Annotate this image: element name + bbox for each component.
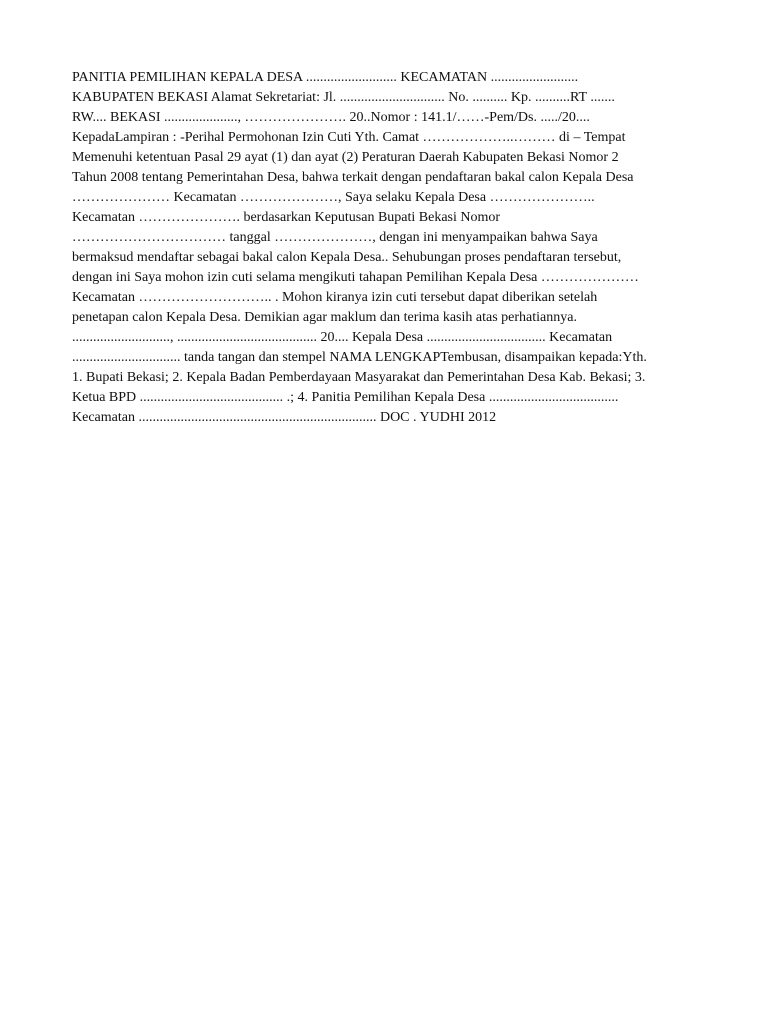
text-line: 1. Bupati Bekasi; 2. Kepala Badan Pemberdayaan Masyarakat dan Pemerintahan Desa Kab. Bekasi; 3. [72,370,646,385]
text-line: Ketua BPD ......................................... .; 4. Panitia Pemilihan Kepala Desa ..................................... [72,390,619,405]
text-line: RW.... BEKASI ....................., …………………. 20..Nomor : 141.1/……-Pem/Ds. ...../20.... [72,110,590,125]
text-line: penetapan calon Kepala Desa. Demikian agar maklum dan terima kasih atas perhatiannya. [72,310,577,325]
text-line: KABUPATEN BEKASI Alamat Sekretariat: Jl. .............................. No. .......... Kp. ..........RT ....... [72,90,615,105]
letter-text [72,68,712,428]
text-line: …………………………… tanggal …………………, dengan ini menyampaikan bahwa Saya [72,230,598,245]
text-line: KepadaLampiran : -Perihal Permohonan Izin Cuti Yth. Camat ………………..……… di – Tempat [72,130,626,145]
text-line: ………………… Kecamatan …………………, Saya selaku Kepala Desa ………………….. [72,190,595,205]
text-line: dengan ini Saya mohon izin cuti selama mengikuti tahapan Pemilihan Kepala Desa ………………… [72,270,639,285]
text-line: Kecamatan .................................................................... DOC . YUDHI 2012 [72,410,497,425]
text-line: PANITIA PEMILIHAN KEPALA DESA .......................... KECAMATAN ......................... [72,70,579,85]
text-line: Memenuhi ketentuan Pasal 29 ayat (1) dan ayat (2) Peraturan Daerah Kabupaten Bekasi Nomor 2 [72,150,619,165]
text-line: Kecamatan …………………. berdasarkan Keputusan Bupati Bekasi Nomor [72,210,501,225]
text-line: bermaksud mendaftar sebagai bakal calon Kepala Desa.. Sehubungan proses pendaftaran tersebut, [72,250,622,265]
text-line: ............................... tanda tangan dan stempel NAMA LENGKAPTembusan, disampaikan kepada:Yth. [72,350,647,365]
text-line: ............................, ........................................ 20.... Kepala Desa .................................. Kecamatan [72,330,613,345]
text-line: Kecamatan ……………………….. . Mohon kiranya izin cuti tersebut dapat diberikan setelah [72,290,598,305]
text-line: Tahun 2008 tentang Pemerintahan Desa, bahwa terkait dengan pendaftaran bakal calon Kepala Desa [72,170,634,185]
